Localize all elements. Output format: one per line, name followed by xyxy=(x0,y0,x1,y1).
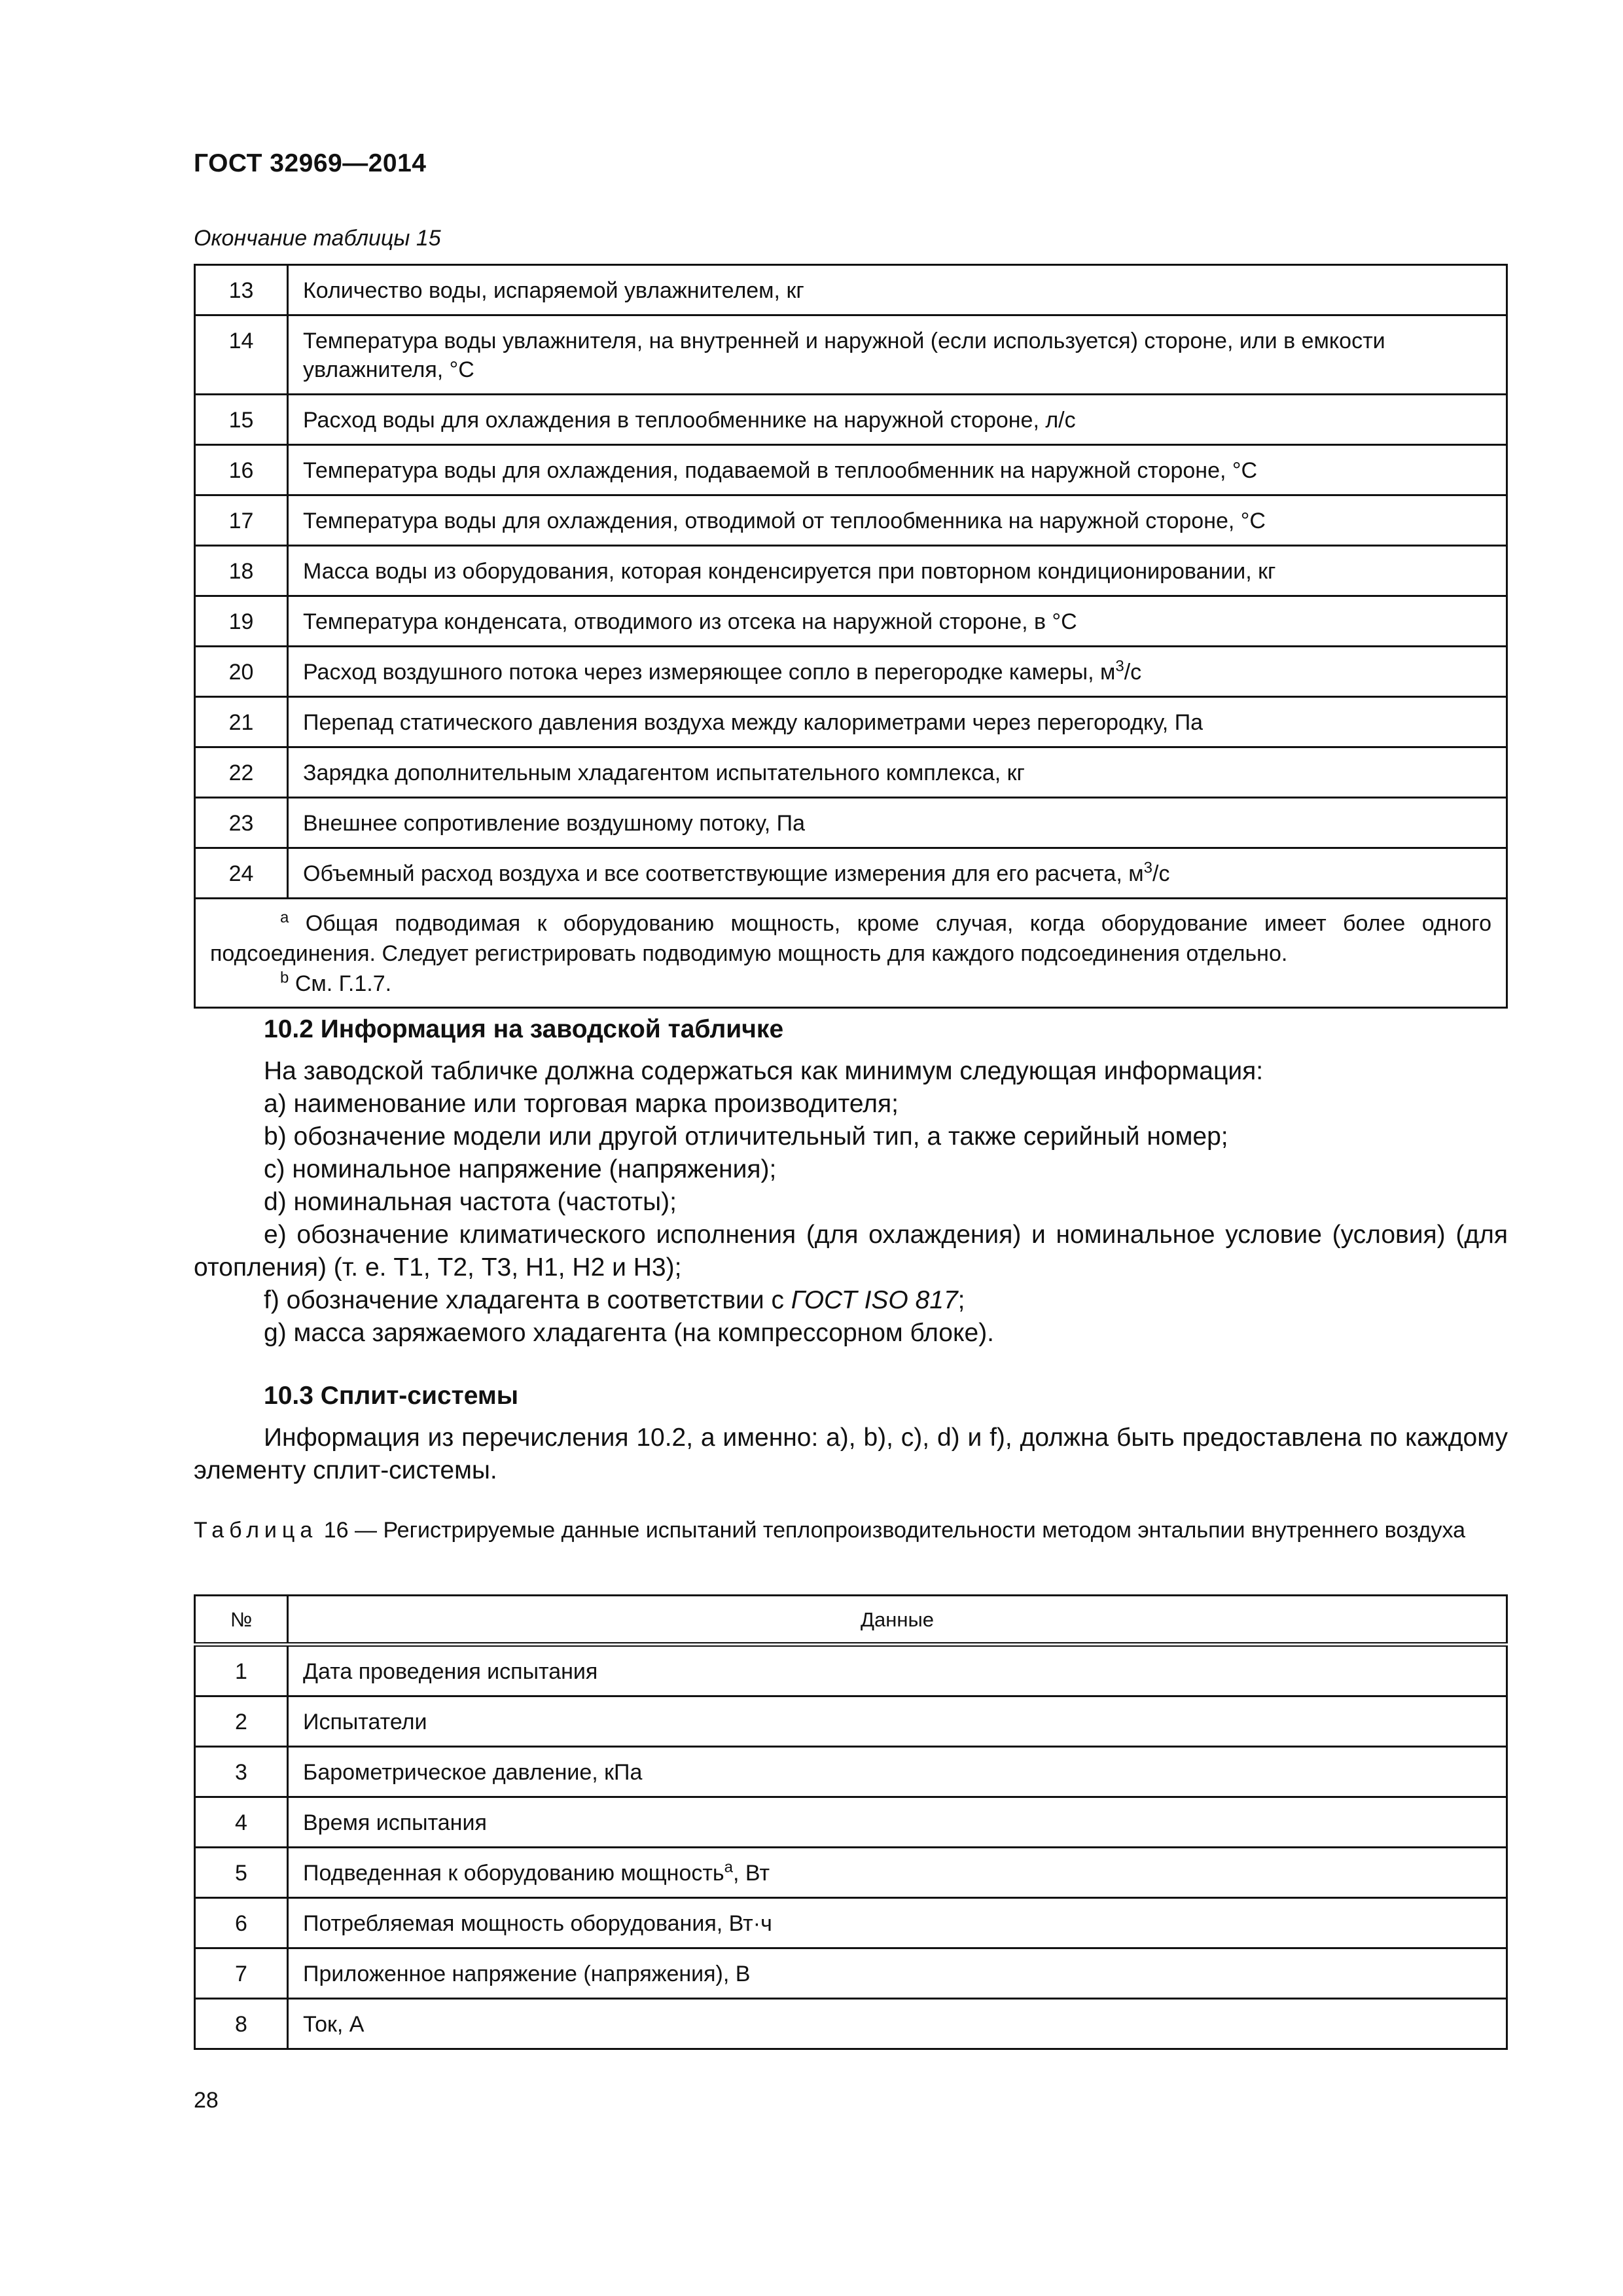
row-text: Приложенное напряжение (напряжения), В xyxy=(288,1948,1507,1999)
section-paragraph: Информация из перечисления 10.2, а именно: a), b), c), d) и f), должна быть предоставлена по каждому элементу сплит-системы. xyxy=(194,1424,1508,1484)
superscript: a xyxy=(724,1858,734,1876)
row-text-tail: /с xyxy=(1124,660,1142,685)
list-item: b) обозначение модели или другой отличительный тип, а также серийный номер; xyxy=(264,1122,1228,1151)
page-number: 28 xyxy=(194,2088,219,2113)
row-text: Зарядка дополнительным хладагентом испытательного комплекса, кг xyxy=(288,747,1507,798)
row-number: 14 xyxy=(195,315,288,395)
footnote-mark: b xyxy=(280,969,289,987)
row-text xyxy=(288,1848,1507,1898)
list-item-tail: ; xyxy=(957,1286,965,1314)
row-text: Количество воды, испаряемой увлажнителем, кг xyxy=(288,265,1507,315)
row-number: 24 xyxy=(195,848,288,899)
table-row xyxy=(195,596,1507,647)
row-text: Потребляемая мощность оборудования, Вт·ч xyxy=(288,1898,1507,1948)
row-text: Расход воды для охлаждения в теплообменнике на наружной стороне, л/с xyxy=(288,395,1507,445)
row-number: 15 xyxy=(195,395,288,445)
row-text: Перепад статического давления воздуха между калориметрами через перегородку, Па xyxy=(288,697,1507,747)
row-text: Температура конденсата, отводимого из отсека на наружной стороне, в °С xyxy=(288,596,1507,647)
table-row xyxy=(195,546,1507,596)
row-text: Температура воды увлажнителя, на внутренней и наружной (если используется) стороне, или в емкости увлажнителя, °С xyxy=(288,315,1507,395)
standard-reference: ГОСТ ISO 817 xyxy=(791,1286,958,1314)
table-16-caption xyxy=(194,1516,1508,1545)
row-number: 21 xyxy=(195,697,288,747)
row-text xyxy=(288,848,1507,899)
table-row xyxy=(195,697,1507,747)
list-item: d) номинальная частота (частоты); xyxy=(264,1188,677,1216)
row-number: 3 xyxy=(195,1747,288,1797)
table-row xyxy=(195,445,1507,495)
row-number: 17 xyxy=(195,495,288,546)
table-row xyxy=(195,1797,1507,1848)
row-number: 8 xyxy=(195,1999,288,2049)
row-number: 19 xyxy=(195,596,288,647)
row-text xyxy=(288,647,1507,697)
table-row xyxy=(195,848,1507,899)
column-header-data: Данные xyxy=(288,1596,1507,1645)
table-row xyxy=(195,1645,1507,1696)
list-item xyxy=(194,1284,1508,1317)
table-row xyxy=(195,747,1507,798)
row-text: Ток, А xyxy=(288,1999,1507,2049)
row-text: Температура воды для охлаждения, подаваемой в теплообменник на наружной стороне, °С xyxy=(288,445,1507,495)
list-item: g) масса заряжаемого хладагента (на компрессорном блоке). xyxy=(264,1319,995,1347)
table-row xyxy=(195,1747,1507,1797)
table-header-row xyxy=(195,1596,1507,1645)
table-row xyxy=(195,395,1507,445)
row-number: 7 xyxy=(195,1948,288,1999)
document-id-header: ГОСТ 32969—2014 xyxy=(194,149,427,177)
table-row xyxy=(195,265,1507,315)
section-title: 10.2 Информация на заводской табличке xyxy=(264,1015,784,1043)
table-continuation-caption: Окончание таблицы 15 xyxy=(194,226,441,251)
row-text: Дата проведения испытания xyxy=(288,1645,1507,1696)
row-text-tail: /с xyxy=(1152,861,1170,886)
footnote-a xyxy=(210,908,1491,969)
table-row xyxy=(195,1999,1507,2049)
superscript: 3 xyxy=(1115,657,1124,675)
row-number: 18 xyxy=(195,546,288,596)
row-number: 2 xyxy=(195,1696,288,1747)
table-row xyxy=(195,495,1507,546)
caption-label: Таблица xyxy=(194,1518,318,1543)
row-text-main: Расход воздушного потока через измеряющее сопло в перегородке камеры, м xyxy=(303,660,1116,685)
table-row xyxy=(195,1696,1507,1747)
footnote-b-text: См. Г.1.7. xyxy=(294,971,392,996)
list-item: c) номинальное напряжение (напряжения); xyxy=(264,1155,777,1183)
row-number: 5 xyxy=(195,1848,288,1898)
footnote-b xyxy=(210,969,1491,999)
footnote-a-text: Общая подводимая к оборудованию мощность, кроме случая, когда оборудование имеет более одного подсоединения. Следует регистрировать подводимую мощность для каждого подсоединения отдельно. xyxy=(210,911,1491,966)
table-row xyxy=(195,798,1507,848)
row-number: 13 xyxy=(195,265,288,315)
table-row xyxy=(195,1948,1507,1999)
row-text: Масса воды из оборудования, которая конденсируется при повторном кондиционировании, кг xyxy=(288,546,1507,596)
row-number: 6 xyxy=(195,1898,288,1948)
row-number: 23 xyxy=(195,798,288,848)
section-intro: На заводской табличке должна содержаться как минимум следующая информация: xyxy=(264,1057,1264,1085)
row-number: 22 xyxy=(195,747,288,798)
table-15 xyxy=(194,264,1508,1009)
section-title: 10.3 Сплит-системы xyxy=(264,1382,519,1410)
row-text: Температура воды для охлаждения, отводимой от теплообменника на наружной стороне, °С xyxy=(288,495,1507,546)
row-number: 1 xyxy=(195,1645,288,1696)
table-row xyxy=(195,315,1507,395)
row-text-main: Объемный расход воздуха и все соответствующие измерения для его расчета, м xyxy=(303,861,1144,886)
list-item-text: f) обозначение хладагента в соответствии с xyxy=(264,1286,791,1314)
column-header-number: № xyxy=(195,1596,288,1645)
row-text-tail: , Вт xyxy=(733,1861,770,1886)
footnote-mark: a xyxy=(280,908,289,927)
table-16 xyxy=(194,1594,1508,2050)
row-text-main: Подведенная к оборудованию мощность xyxy=(303,1861,724,1886)
caption-text: 16 — Регистрируемые данные испытаний теплопроизводительности методом энтальпии внутреннего воздуха xyxy=(317,1518,1466,1543)
row-text: Барометрическое давление, кПа xyxy=(288,1747,1507,1797)
table-row xyxy=(195,647,1507,697)
superscript: 3 xyxy=(1143,859,1153,877)
row-number: 20 xyxy=(195,647,288,697)
list-item: e) обозначение климатического исполнения (для охлаждения) и номинальное условие (условия) (для отопления) (т. е. Т1, Т2, Т3, Н1, Н2 и Н3); xyxy=(194,1221,1508,1282)
footnotes-cell xyxy=(195,899,1507,1008)
row-number: 4 xyxy=(195,1797,288,1848)
section-10-3 xyxy=(194,1380,1508,1487)
table-row xyxy=(195,1848,1507,1898)
row-number: 16 xyxy=(195,445,288,495)
section-10-2 xyxy=(194,1013,1508,1350)
row-text: Внешнее сопротивление воздушному потоку, Па xyxy=(288,798,1507,848)
table-row xyxy=(195,1898,1507,1948)
table-footnotes xyxy=(195,899,1507,1008)
row-text: Испытатели xyxy=(288,1696,1507,1747)
list-item: a) наименование или торговая марка производителя; xyxy=(264,1090,899,1118)
row-text: Время испытания xyxy=(288,1797,1507,1848)
